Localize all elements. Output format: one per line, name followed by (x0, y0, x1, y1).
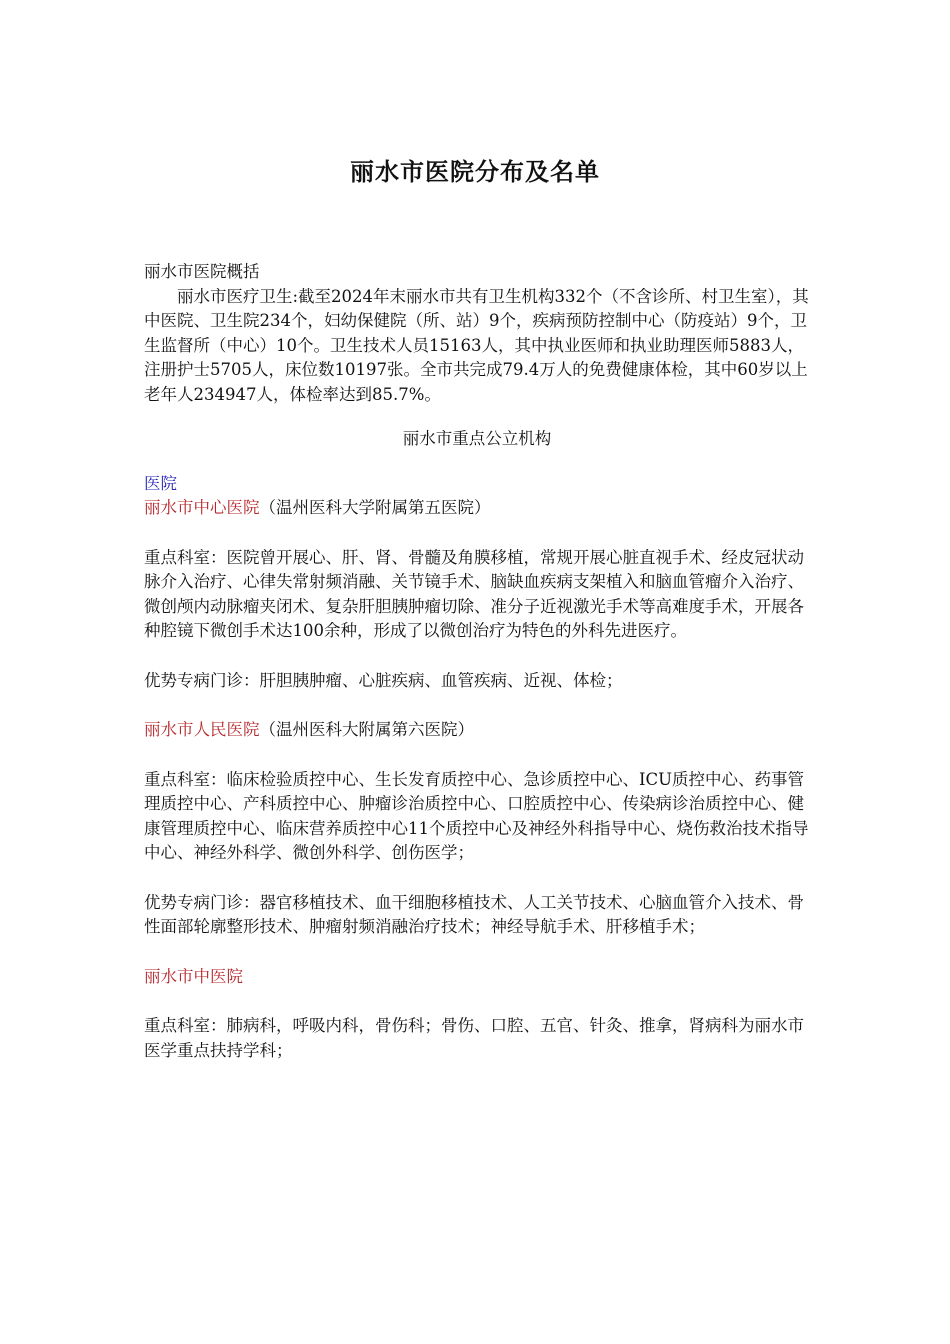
specialty-clinics-paragraph: 优势专病门诊：器官移植技术、血干细胞移植技术、人工关节技术、心脑血管介入技术、骨性面部轮廓整形技术、肿瘤射频消融治疗技术；神经导航手术、肝移植手术； (144, 892, 804, 936)
key-departments-paragraph: 重点科室：临床检验质控中心、生长发育质控中心、急诊质控中心、ICU质控中心、药事管理质控中心、产科质控中心、肿瘤诊治质控中心、口腔质控中心、传染病诊治质控中心、健康管理质控中心、临床营养质控中心11个质控中心及神经外科指导中心、烧伤救治技术指导中心、神经外科学、微创外科学、创伤医学； (144, 769, 809, 862)
category-label: 医院 (144, 473, 177, 493)
document-body (144, 260, 810, 1063)
hospital-name[interactable]: 丽水市人民医院 (144, 720, 260, 739)
key-departments-paragraph: 重点科室：医院曾开展心、肝、肾、骨髓及角膜移植，常规开展心脏直视手术、经皮冠状动脉介入治疗、心律失常射频消融、关节镜手术、脑缺血疾病支架植入和脑血管瘤介入治疗、微创颅内动脉瘤夹闭术、复杂肝胆胰肿瘤切除、准分子近视激光手术等高难度手术，开展各种腔镜下微创手术达100余种，形成了以微创治疗为特色的外科先进医疗。 (144, 547, 804, 640)
hospital-heading-central (144, 496, 810, 521)
institutions-heading: 丽水市重点公立机构 (402, 429, 552, 448)
key-departments-paragraph: 重点科室：肺病科，呼吸内科，骨伤科；骨伤、口腔、五官、针灸、推拿，肾病科为丽水市医学重点扶持学科； (144, 1016, 804, 1060)
overview-heading: 丽水市医院概括 (144, 262, 260, 281)
hospital-affiliation: （温州医科大学附属第五医院） (259, 498, 491, 517)
document-title: 丽水市医院分布及名单 (350, 158, 600, 186)
hospital-name[interactable]: 丽水市中心医院 (144, 498, 260, 517)
hospital-affiliation: （温州医科大附属第六医院） (259, 720, 474, 739)
specialty-clinics-paragraph: 优势专病门诊：肝胆胰肿瘤、心脏疾病、血管疾病、近视、体检； (144, 670, 623, 690)
overview-paragraph: 丽水市医疗卫生:截至2024年末丽水市共有卫生机构332个（不含诊所、村卫生室），其中医院、卫生院234个，妇幼保健院（所、站）9个，疾病预防控制中心（防疫站）9个，卫生监督所（中心）10个。卫生技术人员15163人，其中执业医师和执业助理医师5883人，注册护士5705人，床位数10197张。全市共完成79.4万人的免费健康体检，其中60岁以上老年人234947人，体检率达到85.7%。 (144, 286, 809, 404)
hospital-name[interactable]: 丽水市中医院 (144, 966, 243, 986)
hospital-heading-tcm (144, 965, 810, 990)
hospital-heading-peoples (144, 718, 810, 743)
